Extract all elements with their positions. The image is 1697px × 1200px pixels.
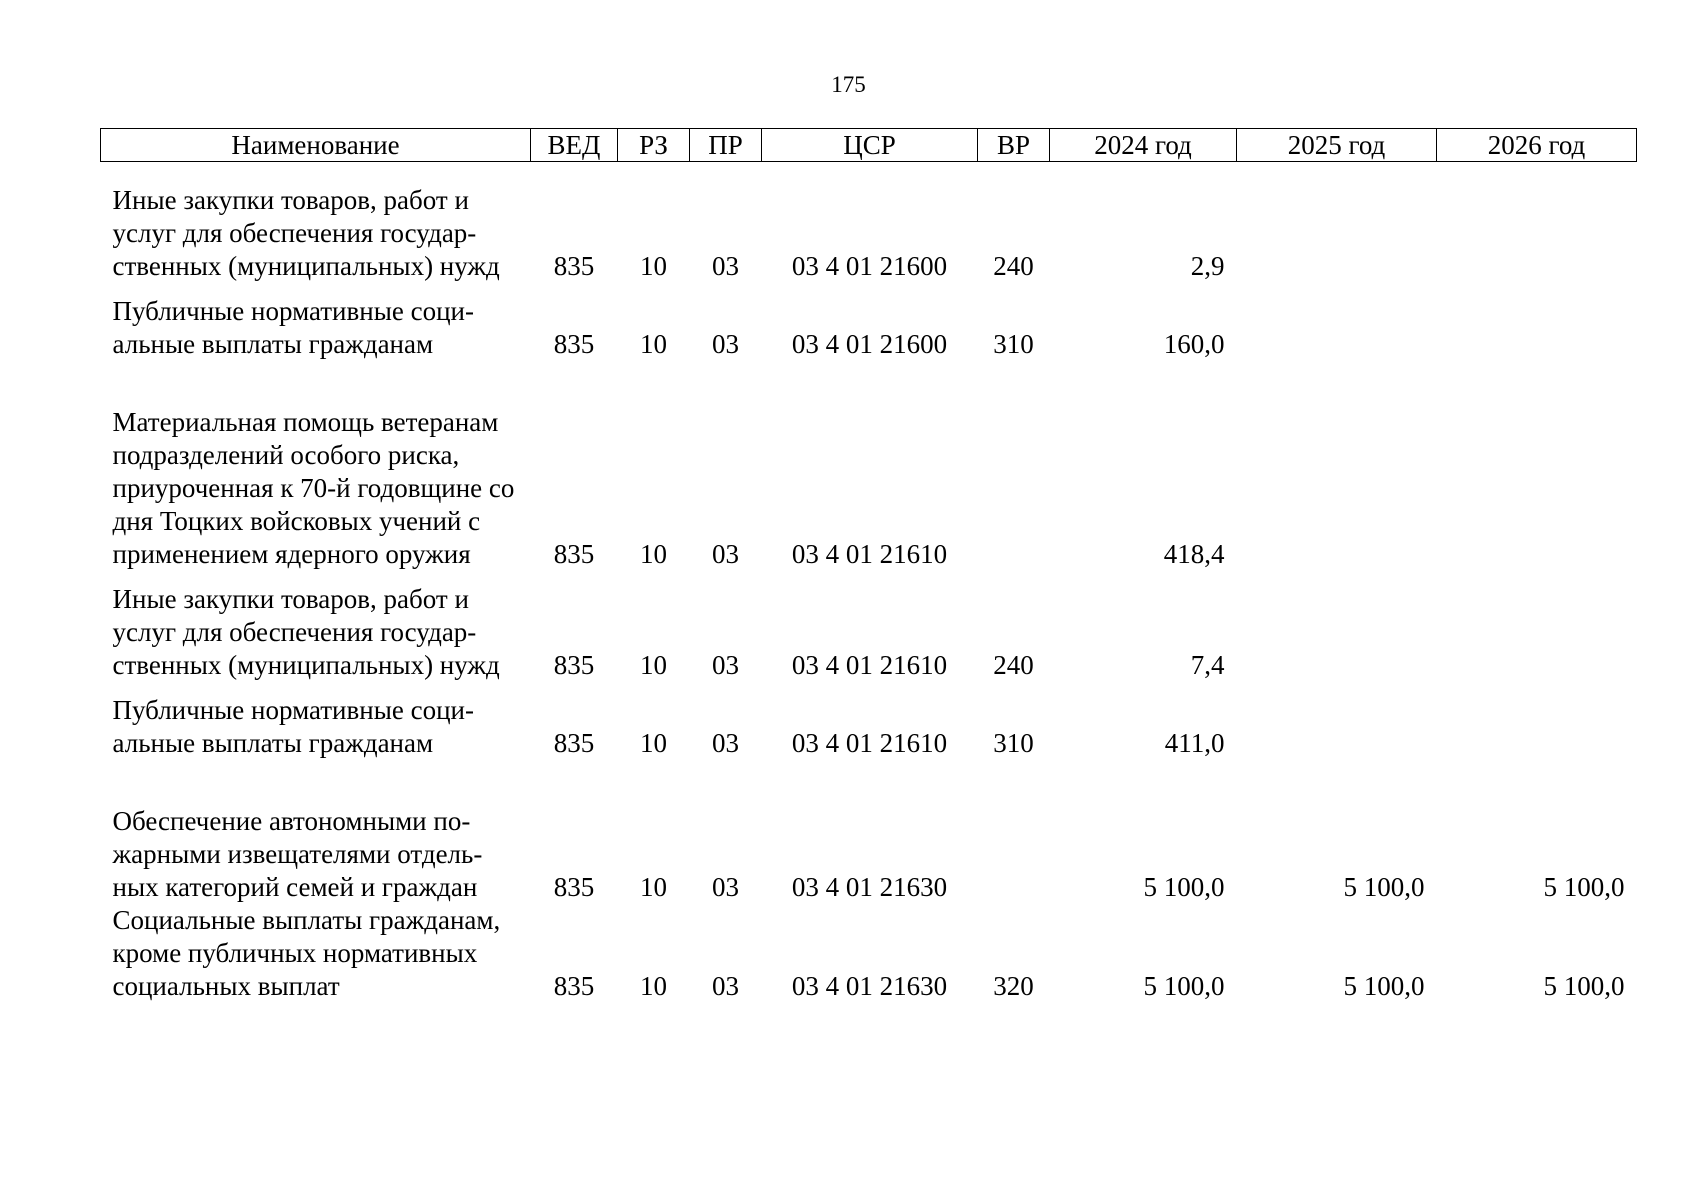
header-pr: ПР (690, 129, 762, 162)
cell-vr: 240 (993, 251, 1034, 281)
cell-rz: 10 (640, 539, 667, 569)
cell-2025 (1237, 361, 1437, 571)
budget-table (100, 128, 1637, 1003)
cell-csr: 03 4 01 21630 (791, 971, 948, 1001)
cell-vr: 240 (993, 650, 1034, 680)
cell-csr: 03 4 01 21600 (791, 251, 948, 281)
cell-name: Публичные нормативные соци-альные выплаты гражданам (112, 695, 474, 758)
cell-rz: 10 (640, 329, 667, 359)
header-row (101, 129, 1637, 162)
cell-vr (978, 361, 1050, 571)
cell-2025: 5 100,0 (1343, 872, 1425, 902)
table-header (101, 129, 1637, 162)
cell-2026 (1437, 162, 1637, 284)
cell-rz: 10 (640, 971, 667, 1001)
cell-pr: 03 (712, 971, 739, 1001)
cell-csr: 03 4 01 21630 (791, 872, 948, 902)
table-row (101, 760, 1637, 904)
header-vr: ВР (978, 129, 1050, 162)
cell-vr: 310 (993, 329, 1034, 359)
page-number: 175 (831, 72, 866, 97)
cell-pr: 03 (712, 650, 739, 680)
table-row (101, 162, 1637, 284)
cell-2026 (1437, 571, 1637, 682)
cell-2024: 5 100,0 (1143, 971, 1225, 1001)
header-csr: ЦСР (762, 129, 978, 162)
cell-2024: 2,9 (1190, 251, 1225, 281)
cell-2026 (1437, 283, 1637, 361)
cell-vr: 310 (993, 728, 1034, 758)
cell-ved: 835 (553, 251, 595, 281)
cell-2024: 411,0 (1164, 728, 1225, 758)
cell-ved: 835 (553, 872, 595, 902)
header-2024: 2024 год (1050, 129, 1237, 162)
cell-ved: 835 (553, 329, 595, 359)
cell-vr (978, 760, 1050, 904)
cell-pr: 03 (712, 329, 739, 359)
cell-ved: 835 (553, 650, 595, 680)
cell-2025 (1237, 682, 1437, 760)
cell-2026: 5 100,0 (1543, 971, 1625, 1001)
cell-2025 (1237, 571, 1437, 682)
cell-name: Материальная помощь ветеранам подразделений особого риска, приуроченная к 70-й годовщине со дня Тоцких войсковых учений с применением ядерного оружия (112, 407, 515, 569)
header-2025: 2025 год (1237, 129, 1437, 162)
cell-name: Иные закупки товаров, работ и услуг для обеспечения государ-ственных (муниципальных) нужд (112, 584, 500, 680)
table-row (101, 682, 1637, 760)
cell-pr: 03 (712, 539, 739, 569)
cell-pr: 03 (712, 251, 739, 281)
cell-rz: 10 (640, 728, 667, 758)
cell-ved: 835 (553, 728, 595, 758)
cell-ved: 835 (553, 539, 595, 569)
cell-rz: 10 (640, 650, 667, 680)
table-row (101, 571, 1637, 682)
table-row (101, 283, 1637, 361)
cell-2026: 5 100,0 (1543, 872, 1625, 902)
cell-name: Публичные нормативные соци-альные выплаты гражданам (112, 296, 474, 359)
cell-rz: 10 (640, 251, 667, 281)
cell-ved: 835 (553, 971, 595, 1001)
header-2026: 2026 год (1437, 129, 1637, 162)
cell-2024: 5 100,0 (1143, 872, 1225, 902)
cell-2024: 160,0 (1163, 329, 1225, 359)
cell-2024: 418,4 (1163, 539, 1225, 569)
cell-name: Иные закупки товаров, работ и услуг для обеспечения государ-ственных (муниципальных) нужд (112, 185, 500, 281)
cell-name: Социальные выплаты гражданам, кроме публичных нормативных социальных выплат (112, 905, 501, 1001)
cell-2026 (1437, 361, 1637, 571)
cell-csr: 03 4 01 21610 (791, 539, 948, 569)
table-row (101, 361, 1637, 571)
cell-2025: 5 100,0 (1343, 971, 1425, 1001)
table-body (101, 162, 1637, 1004)
cell-2026 (1437, 682, 1637, 760)
cell-2025 (1237, 283, 1437, 361)
cell-2025 (1237, 162, 1437, 284)
table-row (101, 904, 1637, 1003)
cell-pr: 03 (712, 728, 739, 758)
cell-vr: 320 (993, 971, 1034, 1001)
header-name: Наименование (101, 129, 531, 162)
header-rz: РЗ (618, 129, 690, 162)
cell-rz: 10 (640, 872, 667, 902)
cell-csr: 03 4 01 21610 (791, 728, 948, 758)
cell-csr: 03 4 01 21600 (791, 329, 948, 359)
header-ved: ВЕД (531, 129, 618, 162)
cell-name: Обеспечение автономными по-жарными извещателями отдель-ных категорий семей и граждан (112, 806, 483, 902)
cell-2024: 7,4 (1190, 650, 1225, 680)
cell-pr: 03 (712, 872, 739, 902)
cell-csr: 03 4 01 21610 (791, 650, 948, 680)
